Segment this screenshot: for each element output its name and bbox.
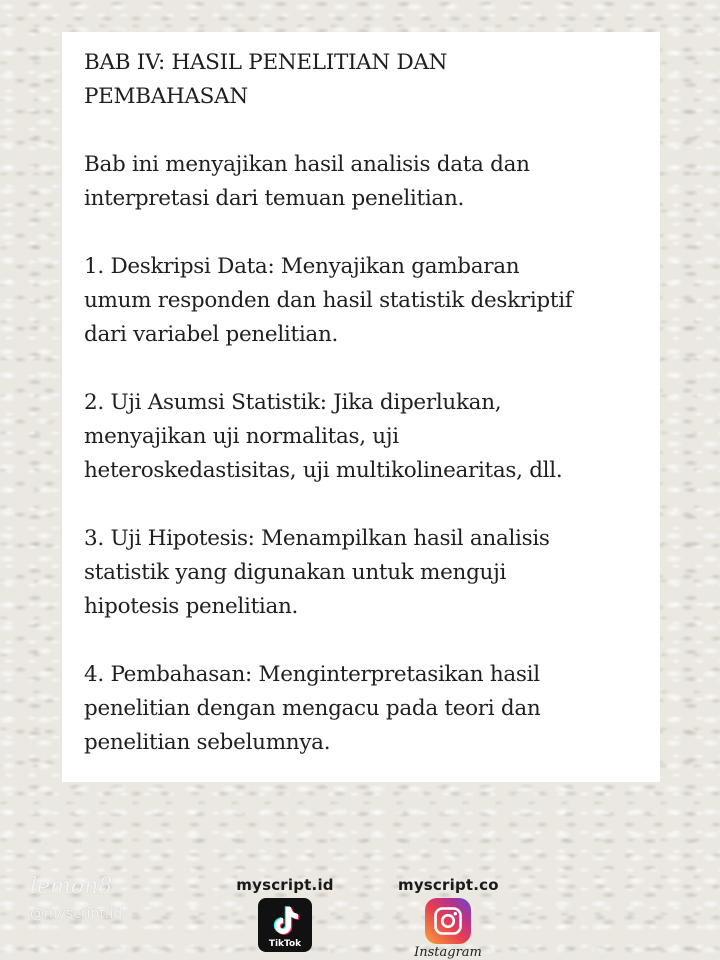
item-3-line-1: 3. Uji Hipotesis: Menampilkan hasil analisis xyxy=(84,526,550,551)
instagram-label: Instagram xyxy=(414,945,482,960)
lemon8-watermark: lemon8 xyxy=(30,874,113,899)
chapter-title-line-1: BAB IV: HASIL PENELITIAN DAN xyxy=(84,50,448,75)
item-2-line-2: menyajikan uji normalitas, uji xyxy=(84,424,399,449)
item-2-line-3: heteroskedastisitas, uji multikolinearitas, dll. xyxy=(84,458,563,483)
item-4-line-3: penelitian sebelumnya. xyxy=(84,730,331,755)
tiktok-icon xyxy=(258,898,312,952)
item-3-line-3: hipotesis penelitian. xyxy=(84,594,299,619)
tiktok-link[interactable] xyxy=(230,876,340,952)
footer xyxy=(0,860,720,960)
item-4-line-2: penelitian dengan mengacu pada teori dan xyxy=(84,696,541,721)
item-1-line-2: umum responden dan hasil statistik deskriptif xyxy=(84,288,573,313)
instagram-link[interactable] xyxy=(398,876,498,960)
intro-line-2: interpretasi dari temuan penelitian. xyxy=(84,186,465,211)
tiktok-account: myscript.id xyxy=(236,876,334,894)
chapter-title-line-2: PEMBAHASAN xyxy=(84,84,248,109)
instagram-account: myscript.co xyxy=(398,876,499,894)
watermark-handle: @myscript.id xyxy=(30,906,123,922)
intro-line-1: Bab ini menyajikan hasil analisis data dan xyxy=(84,152,530,177)
instagram-icon xyxy=(425,898,471,944)
item-1-line-1: 1. Deskripsi Data: Menyajikan gambaran xyxy=(84,254,520,279)
content-card xyxy=(62,32,660,782)
item-2-line-1: 2. Uji Asumsi Statistik: Jika diperlukan, xyxy=(84,390,502,415)
item-1-line-3: dari variabel penelitian. xyxy=(84,322,339,347)
item-3-line-2: statistik yang digunakan untuk menguji xyxy=(84,560,507,585)
item-4-line-1: 4. Pembahasan: Menginterpretasikan hasil xyxy=(84,662,540,687)
tiktok-label: TikTok xyxy=(268,939,302,949)
